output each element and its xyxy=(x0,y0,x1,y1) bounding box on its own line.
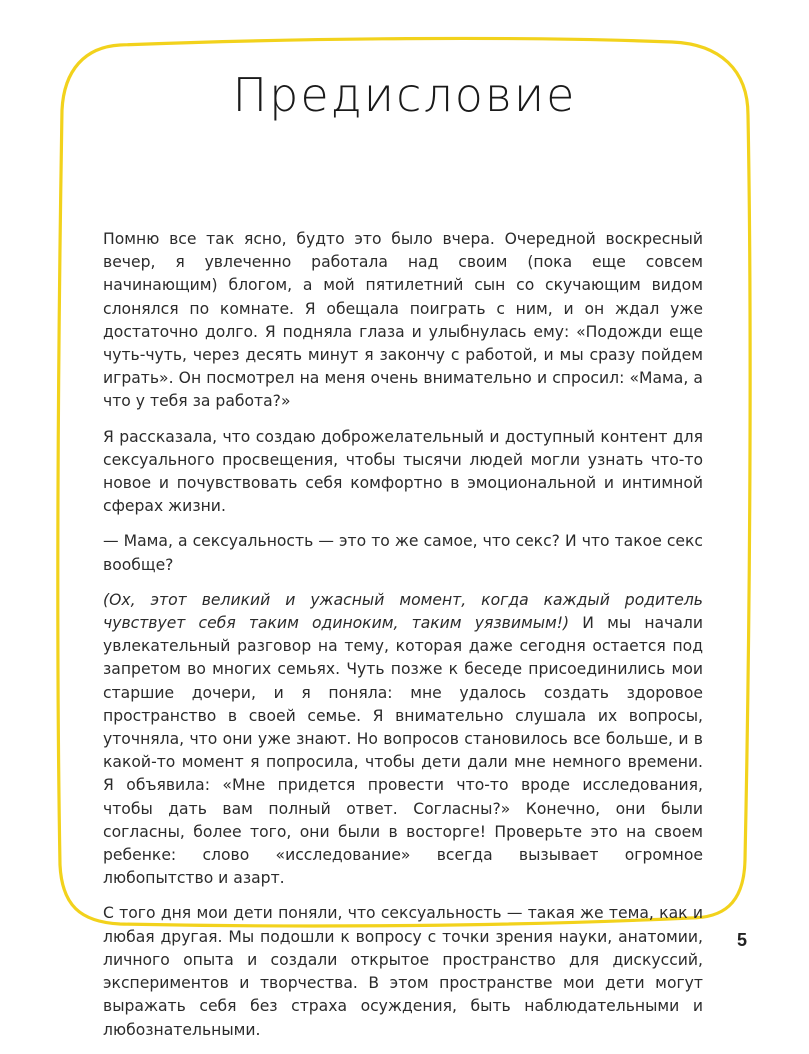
page-number: 5 xyxy=(736,930,747,950)
paragraph-4-italic: (Ох, этот великий и ужасный момент, когда каждый родитель чувствует себя таким одиноким, таким уязвимым!) xyxy=(103,590,703,633)
paragraph-1: Помню все так ясно, будто это было вчера. Очередной воскресный вечер, я увлеченно работала над своим (пока еще совсем начинающим) блогом, а мой пятилетний сын со скучающим видом слонялся по комнате. Я обещала поиграть с ним, и он ждал уже достаточно долго. Я подняла глаза и улыбнулась ему: «Подожди еще чуть-чуть, через десять минут я закончу с работой, и мы сразу пойдем играть». Он посмотрел на меня очень внимательно и спросил: «Мама, а что у тебя за работа?» xyxy=(103,230,703,411)
paragraph-3-dialogue: — Мама, а сексуальность — это то же самое, что секс? И что такое секс вообще? xyxy=(103,532,703,574)
paragraph-5: С того дня мои дети поняли, что сексуальность — такая же тема, как и любая другая. Мы подошли к вопросу с точки зрения науки, анатомии, личного опыта и создали открытое пространство для дискуссий, экспериментов и творчества. В этом пространстве мои дети могут выражать себя без страха осуждения, быть наблюдательными и любознательными. xyxy=(103,904,703,1039)
paragraph-4-rest: И мы начали увлекательный разговор на тему, которая даже сегодня остается под запретом во многих семьях. Чуть позже к беседе присоединились мои старшие дочери, и я поняла: мне удалось создать здоровое пространство в своей семье. Я внимательно слушала их вопросы, уточняла, что они уже знают. Но вопросов становилось все больше, и в какой-то момент я попросила, чтобы дети дали мне немного времени. Я объявила: «Мне придется провести что-то вроде исследования, чтобы дать вам полный ответ. Согласны?» Конечно, они были согласны, более того, они были в восторге! Проверьте это на своем ребенке: слово «исследование» всегда вызывает огромное любопытство и азарт. xyxy=(103,614,703,888)
page-title: Предисловие xyxy=(232,68,577,122)
paragraph-2: Я рассказала, что создаю доброжелательный и доступный контент для сексуального просвещения, чтобы тысячи людей могли узнать что-то новое и почувствовать себя комфортно в эмоциональной и интимной сферах жизни. xyxy=(103,427,703,516)
paragraph-4 xyxy=(103,589,703,891)
body-text xyxy=(103,228,703,1054)
